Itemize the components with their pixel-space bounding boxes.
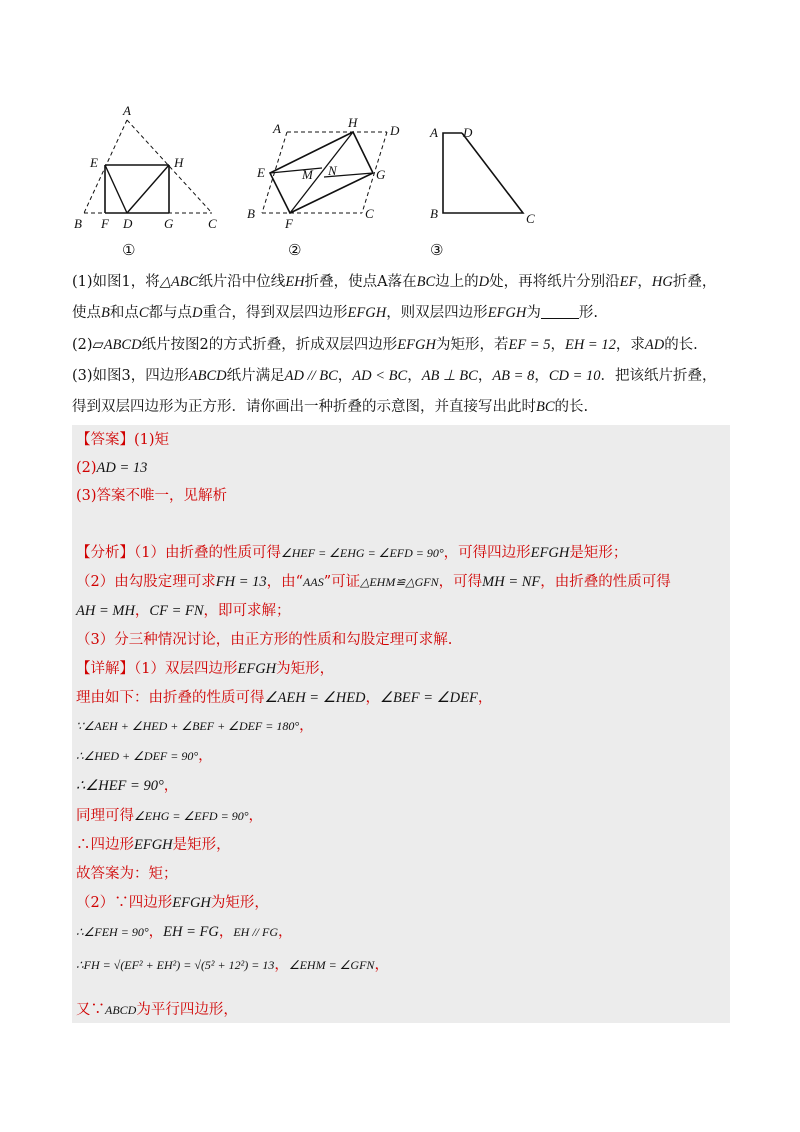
detail-line-9: （2）∵四边形EFGH为矩形， — [76, 895, 269, 911]
analysis-line-3: AH = MH，CF = FN，即可求解； — [76, 603, 291, 619]
detail-line-3: ∵∠AEH + ∠HED + ∠BEF + ∠DEF = 180°， — [76, 718, 314, 734]
fig1-label-a: A — [123, 103, 131, 118]
figure-1 — [70, 95, 230, 259]
fig1-label-h: H — [174, 155, 184, 170]
question-3-line-2: 得到双层四边形为正方形．请你画出一种折叠的示意图，并直接写出此时BC的长. — [72, 399, 589, 415]
analysis-line-2: （2）由勾股定理可求FH = 13，由“AAS”可证△EHM≌△GFN，可得MH = NF，由折叠的性质可得 — [76, 574, 671, 590]
fig3-number: ③ — [430, 241, 444, 259]
answer-heading: 【答案】(1)矩 — [76, 432, 170, 448]
fig3-label-c: C — [526, 211, 535, 226]
answer-3: (3)答案不唯一，见解析 — [76, 488, 228, 504]
fig2-label-g: G — [376, 167, 386, 182]
answer-blank[interactable] — [541, 304, 579, 319]
fig1-number: ① — [122, 241, 136, 259]
fig3-label-b: B — [430, 206, 438, 221]
detail-line-12: 又∵ABCD为平行四边形， — [76, 1002, 238, 1018]
fig2-label-h: H — [348, 115, 358, 130]
fig3-label-a: A — [430, 125, 438, 140]
fig1-label-b: B — [74, 216, 82, 231]
fig2-label-a: A — [273, 121, 281, 136]
fig1-label-d: D — [123, 216, 133, 231]
analysis-line-1: 【分析】（1）由折叠的性质可得∠HEF = ∠EHG = ∠EFD = 90°，可得四边形EFGH是矩形； — [76, 545, 628, 561]
fig2-number: ② — [288, 241, 302, 259]
fig1-label-e: E — [90, 155, 98, 170]
detail-line-7: ∴四边形EFGH是矩形， — [76, 837, 231, 853]
figure-3 — [420, 95, 550, 259]
fig2-label-f: F — [285, 216, 293, 231]
fig3-label-d: D — [463, 125, 473, 140]
detail-line-5: ∴∠HEF = 90°， — [76, 778, 179, 794]
detail-line-6: 同理可得∠EHG = ∠EFD = 90°， — [76, 808, 263, 824]
fig1-label-c: C — [208, 216, 217, 231]
detail-line-10: ∴∠FEH = 90°，EH = FG，EH // FG， — [76, 924, 293, 940]
fig1-label-g: G — [164, 216, 174, 231]
fig2-label-b: B — [247, 206, 255, 221]
fig2-label-n: N — [328, 163, 337, 178]
fig2-label-e: E — [257, 165, 265, 180]
detail-line-1: 【详解】（1）双层四边形EFGH为矩形， — [76, 661, 335, 677]
detail-line-8: 故答案为：矩； — [76, 866, 178, 882]
question-3-line-1: (3)如图3，四边形ABCD纸片满足AD // BC，AD < BC，AB ⊥ BC，AB = 8，CD = 10．把该纸片折叠， — [72, 368, 717, 384]
analysis-line-4: （3）分三种情况讨论，由正方形的性质和勾股定理可求解. — [76, 632, 453, 648]
figure-2 — [240, 95, 410, 259]
fig2-label-d: D — [390, 123, 400, 138]
detail-line-4: ∴∠HED + ∠DEF = 90°， — [76, 748, 213, 764]
question-2: (2)▱ABCD纸片按图2的方式折叠，折成双层四边形EFGH为矩形，若EF = 5，EH = 12，求AD的长. — [72, 337, 698, 353]
question-1-line-2: 使点B和点C都与点D重合，得到双层四边形EFGH，则双层四边形EFGH为 形. — [72, 305, 598, 321]
answer-2: (2)AD = 13 — [76, 460, 148, 476]
detail-line-11: ∴FH = √(EF² + EH²) = √(5² + 12²) = 13，∠EHM = ∠GFN， — [76, 957, 389, 973]
fig2-label-c: C — [365, 206, 374, 221]
fig2-label-m: M — [302, 167, 313, 182]
detail-line-2: 理由如下：由折叠的性质可得∠AEH = ∠HED，∠BEF = ∠DEF， — [76, 690, 493, 706]
question-1-line-1: (1)如图1，将△ABC纸片沿中位线EH折叠，使点A落在BC边上的D处，再将纸片分别沿EF，HG折叠， — [72, 274, 717, 290]
fig1-label-f: F — [101, 216, 109, 231]
